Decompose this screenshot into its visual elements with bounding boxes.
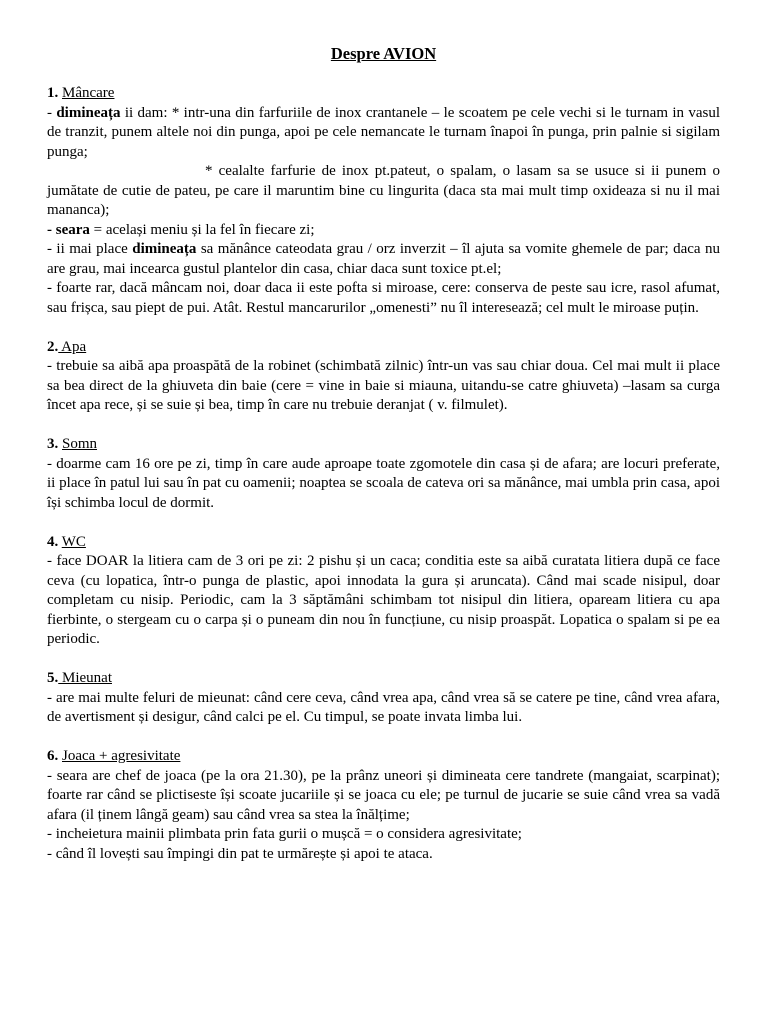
section-label: Somn [62,436,98,452]
section-heading [47,533,720,553]
paragraph [47,240,720,279]
bold-text: - seara [47,221,90,238]
section-heading [47,435,720,455]
section-mancare [47,84,720,318]
section-label: Apa [58,338,87,355]
section-apa [47,338,720,416]
section-heading [47,338,720,358]
section-number: 6. [47,748,59,764]
text: = același meniu și la fel în fiecare zi; [89,221,315,238]
paragraph: - seara are chef de joaca (pe la ora 21.30), pe la prânz uneori și dimineata cere tandrete (mangaiat, scarpinat); foarte rar când se plictiseste își scoate jucariile și se joaca cu ele; pe turnul de jucarie se suie când vrea sa vadă afara (il ținem lângă geam) sau când vrea sa stea la înălțime; [47,767,720,823]
paragraph: * cealalte farfurie de inox pt.pateut, o spalam, o lasam sa se usuce si ii punem o jumătate de cutie de pateu, pe care il maruntim bine cu lingurita (daca sta mai mult timp oxideaza si nu il mai mananca); [47,163,720,218]
paragraph [47,221,720,241]
section-number: 3. [47,436,59,452]
document-title: Despre AVION [330,44,437,63]
section-mieunat [47,669,720,728]
text: - [47,104,57,121]
paragraph: - când îl lovești sau împingi din pat te urmărește și apoi te ataca. [47,845,433,862]
section-label: WC [61,533,86,550]
section-label: Mâncare [62,85,115,101]
paragraph: - are mai multe feluri de mieunat: când cere ceva, când vrea apa, când vrea să se catere pe tine, când vrea afara, de avertisment și desigur, când calci pe el. Cu timpul, se poate invata limba lui. [47,689,720,725]
text: - ii mai place [47,241,133,257]
section-somn [47,435,720,513]
section-number: 4. [47,533,59,550]
section-label: Mieunat [58,670,112,686]
section-number: 2. [47,338,59,355]
section-heading [47,84,720,104]
section-number: 1. [47,85,59,101]
bold-text: dimineața [56,104,121,121]
bold-text: dimineața [132,241,197,257]
section-heading [47,669,720,689]
text: ii dam: * intr-una din farfuriile de inox crantanele – le scoatem pe cele vechi si le turnam in vasul de tranzit, punem altele noi din punga, apoi pe cele nemancate le turnam înapoi în punga, prin palnie si sigilam punga; [47,104,721,160]
paragraph: - trebuie sa aibă apa proaspătă de la robinet (schimbată zilnic) într-un vas sau chiar doua. Cel mai mult ii place sa bea direct de la ghiuveta din baie (cere = vine in baie si miauna, uitandu-se catre ghiuveta) –lasam sa curga încet apa rece, și se suie și bea, timp în care nu trebuie deranjat ( v. filmulet). [47,358,720,413]
section-label: Joaca + agresivitate [62,748,181,764]
section-number: 5. [47,670,59,686]
section-wc [47,533,720,650]
paragraph [47,104,720,163]
paragraph: - doarme cam 16 ore pe zi, timp în care aude aproape toate zgomotele din casa și de afara; are locuri preferate, ii place în patul lui sau în pat cu oamenii; noaptea se scoala de cateva ori sa mănânce, mai umbla prin casa, apoi își schimba locul de dormit. [47,455,720,511]
paragraph: - foarte rar, dacă mâncam noi, doar daca ii este pofta si miroase, cere: conserva de peste sau icre, rasol afumat, sau frișca, sau piept de pui. Atât. Restul mancarurilor „omenesti” nu îl interesează; cel mult le miroase puțin. [47,280,720,316]
paragraph: - face DOAR la litiera cam de 3 ori pe zi: 2 pishu și un caca; conditia este sa aibă curatata litiera după ce face ceva (cu lopatica, într-o punga de plastic, apoi innodata la gura și aruncata). Când mai scade nisipul, doar completam cu nisip. Periodic, cam la 3 săptămâni schimbam tot nisipul din litiera, opaream litiera cu apa fierbinte, o stergeam cu o carpa și o puneam din nou în funcțiune, cu nisip proaspăt. Lopatica o spalam si pe ea periodic. [47,553,720,647]
text: sa mănânce cateodata grau / orz inverzit – îl ajuta sa vomite ghemele de par; daca nu are grau, mai incearca gustul plantelor din casa, chiar daca sunt toxice pt.el; [47,241,720,277]
section-joaca [47,747,720,864]
paragraph: - incheietura mainii plimbata prin fata gurii o mușcă = o considera agresivitate; [47,826,522,842]
section-heading [47,747,720,767]
